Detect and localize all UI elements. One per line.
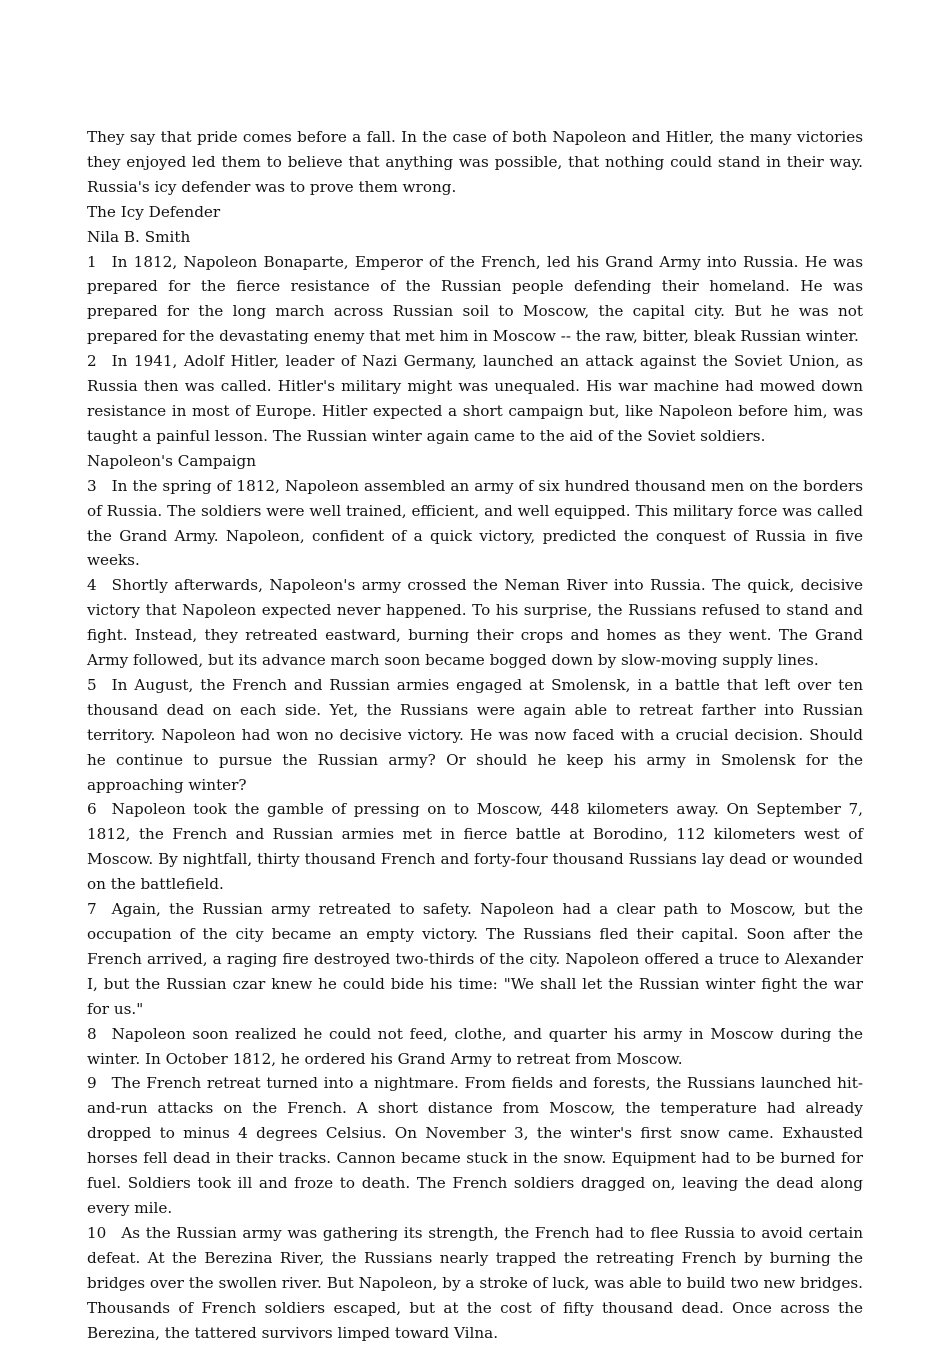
paragraph-text: The French retreat turned into a nightmare. From fields and forests, the Russians launched hit-and-run attacks on the French. A short distance from Moscow, the temperature had already dropped to minus 4 degrees Celsius. On November 3, the winter's first snow came. Exhausted horses fell dead in their tracks. Cannon became stuck in the snow. Equipment had to be burned for fuel. Soldiers took ill and froze to death. The French soldiers dragged on, leaving the dead along every mile. [87, 1074, 863, 1217]
document-author: Nila B. Smith [87, 227, 191, 246]
paragraph-number: 6 [87, 800, 97, 819]
paragraph-number: 5 [87, 675, 97, 694]
paragraph-text: As the Russian army was gathering its strength, the French had to flee Russia to avoid certain defeat. At the Berezina River, the Russians nearly trapped the retreating French by burning the bridges over the swollen river. But Napoleon, by a stroke of luck, was able to build two new bridges. Thousands of French soldiers escaped, but at the cost of fifty thousand dead. Once across the Berezina, the tattered survivors limped toward Vilna. [87, 1223, 863, 1342]
paragraph-text: In the spring of 1812, Napoleon assembled an army of six hundred thousand men on the borders of Russia. The soldiers were well trained, efficient, and well equipped. This military force was called the Grand Army. Napoleon, confident of a quick victory, predicted the conquest of Russia in five weeks. [87, 476, 863, 570]
paragraph-number: 8 [87, 1024, 97, 1043]
paragraph-10 [87, 1221, 863, 1345]
document-page [87, 125, 863, 1345]
paragraph-text: In 1941, Adolf Hitler, leader of Nazi Germany, launched an attack against the Soviet Union, as Russia then was called. Hitler's military might was unequaled. His war machine had mowed down resistance in most of Europe. Hitler expected a short campaign but, like Napoleon before him, was taught a painful lesson. The Russian winter again came to the aid of the Soviet soldiers. [87, 352, 863, 445]
section-heading: Napoleon's Campaign [87, 451, 256, 470]
paragraph-number: 7 [87, 900, 97, 919]
paragraph-number: 10 [87, 1223, 107, 1242]
paragraph-1 [87, 250, 863, 350]
paragraph-text: Napoleon soon realized he could not feed, clothe, and quarter his army in Moscow during the winter. In October 1812, he ordered his Grand Army to retreat from Moscow. [87, 1024, 863, 1068]
paragraph-text: In August, the French and Russian armies engaged at Smolensk, in a battle that left over ten thousand dead on each side. Yet, the Russians were again able to retreat farther into Russian territory. Napoleon had won no decisive victory. He was now faced with a crucial decision. Should he continue to pursue the Russian army? Or should he keep his army in Smolensk for the approaching winter? [87, 675, 863, 794]
paragraph-text: Again, the Russian army retreated to safety. Napoleon had a clear path to Moscow, but the occupation of the city became an empty victory. The Russians fled their capital. Soon after the French arrived, a raging fire destroyed two-thirds of the city. Napoleon offered a truce to Alexander I, but the Russian czar knew he could bide his time: "We shall let the Russian winter fight the war for us." [87, 900, 863, 1018]
paragraph-text: In 1812, Napoleon Bonaparte, Emperor of the French, led his Grand Army into Russia. He was prepared for the fierce resistance of the Russian people defending their homeland. He was prepared for the long march across Russian soil to Moscow, the capital city. But he was not prepared for the devastating enemy that met him in Moscow -- the raw, bitter, bleak Russian winter. [87, 252, 863, 346]
paragraph-number: 1 [87, 252, 97, 271]
paragraph-number: 4 [87, 576, 97, 595]
paragraph-2 [87, 349, 863, 449]
document-title: The Icy Defender [87, 202, 221, 221]
paragraph-4 [87, 573, 863, 673]
paragraph-3 [87, 474, 863, 574]
paragraph-8 [87, 1022, 863, 1072]
paragraph-number: 9 [87, 1074, 97, 1093]
paragraph-7 [87, 897, 863, 1022]
paragraph-number: 3 [87, 476, 97, 495]
paragraph-5 [87, 673, 863, 798]
paragraph-6 [87, 797, 863, 897]
intro-paragraph: They say that pride comes before a fall. In the case of both Napoleon and Hitler, the many victories they enjoyed led them to believe that anything was possible, that nothing could stand in their way. Russia's icy defender was to prove them wrong. [87, 128, 863, 196]
paragraph-text: Shortly afterwards, Napoleon's army crossed the Neman River into Russia. The quick, decisive victory that Napoleon expected never happened. To his surprise, the Russians refused to stand and fight. Instead, they retreated eastward, burning their crops and homes as they went. The Grand Army followed, but its advance march soon became bogged down by slow-moving supply lines. [87, 576, 863, 670]
paragraph-9 [87, 1071, 863, 1220]
paragraph-number: 2 [87, 352, 97, 371]
paragraph-text: Napoleon took the gamble of pressing on to Moscow, 448 kilometers away. On September 7, 1812, the French and Russian armies met in fierce battle at Borodino, 112 kilometers west of Moscow. By nightfall, thirty thousand French and forty-four thousand Russians lay dead or wounded on the battlefield. [87, 800, 863, 894]
